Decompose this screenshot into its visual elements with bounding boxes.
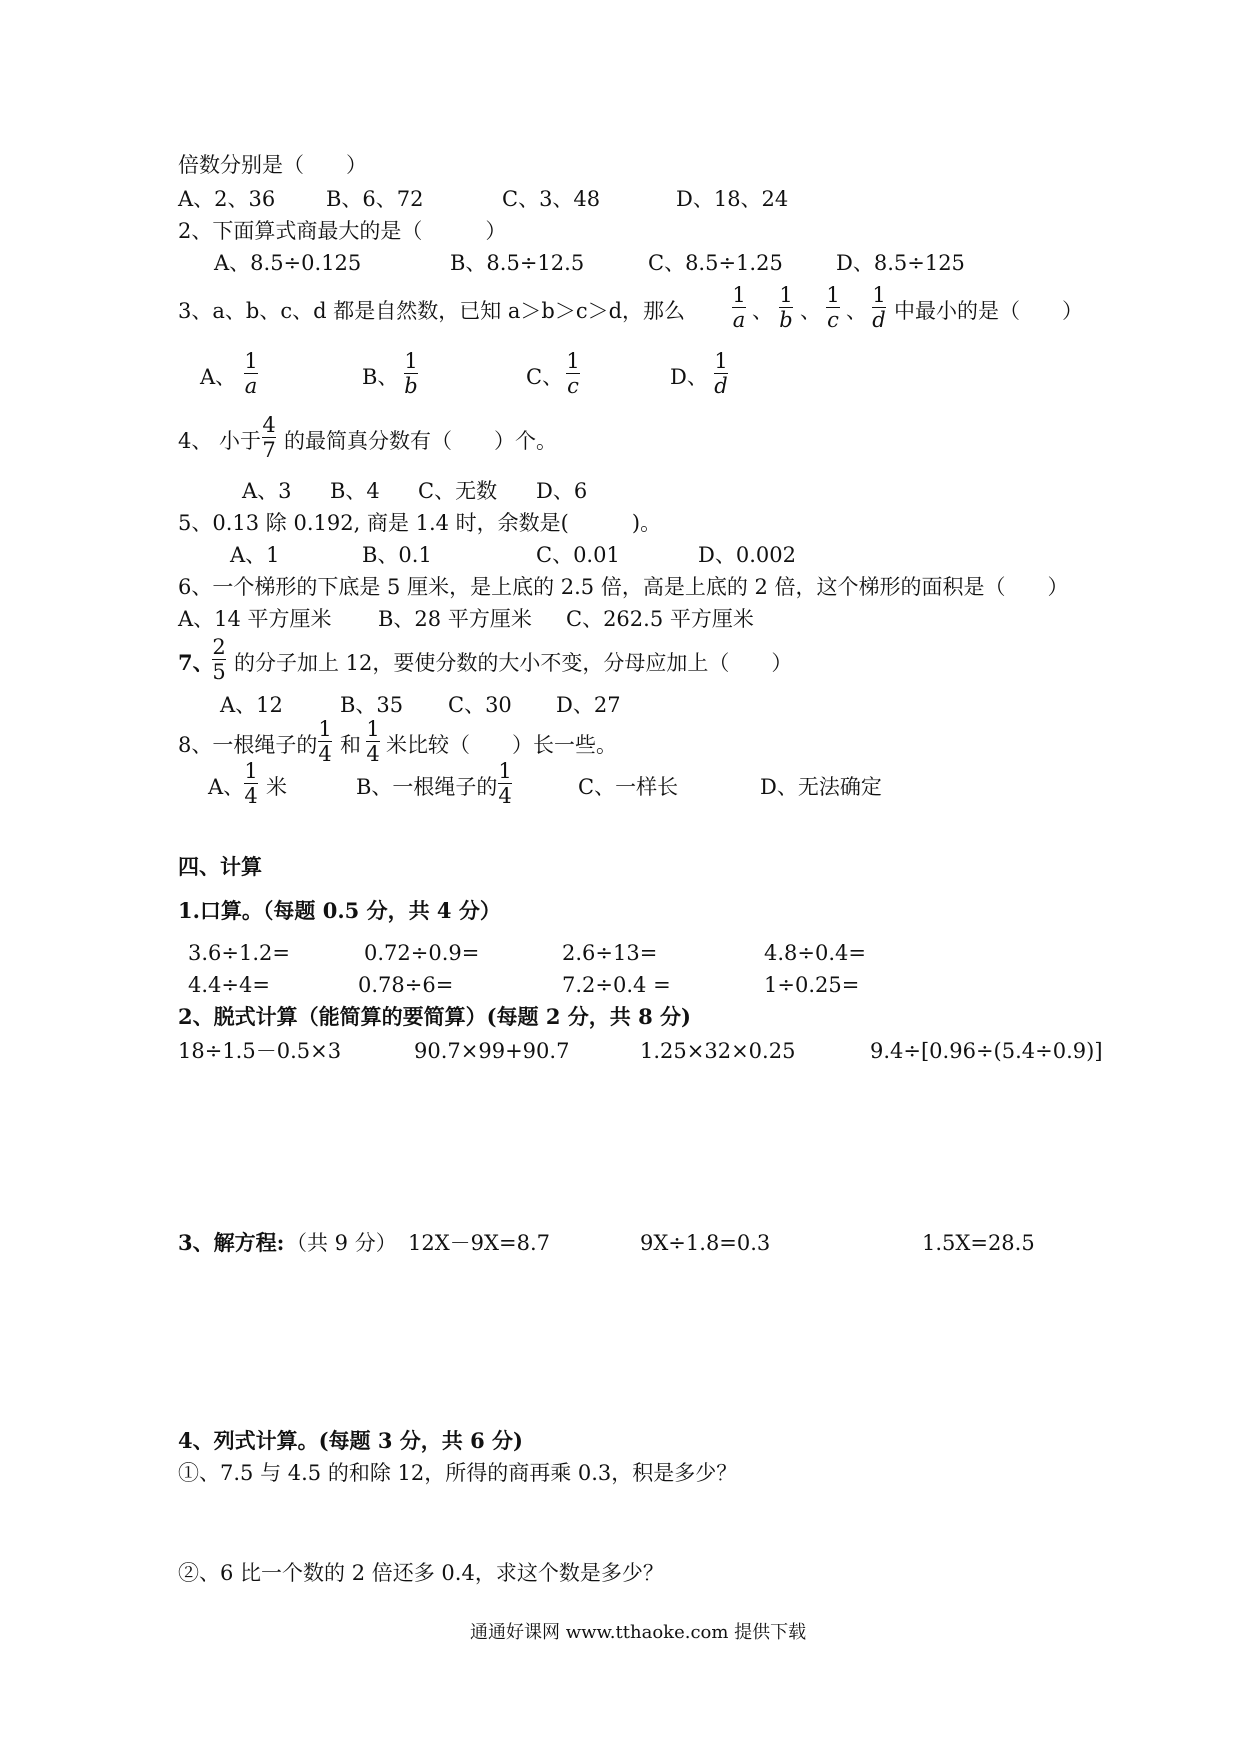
option-b: B、一根绳子的 bbox=[356, 775, 498, 799]
equation-points: （共 9 分） bbox=[286, 1231, 397, 1255]
option-a: A、8.5÷0.125 bbox=[214, 251, 362, 275]
option-b: B、28 平方厘米 bbox=[378, 607, 532, 631]
option-c: C、262.5 平方厘米 bbox=[566, 607, 754, 631]
word-problem: ①、7.5 与 4.5 的和除 12，所得的商再乘 0.3，积是多少？ bbox=[178, 1461, 738, 1485]
oral-item: 7.2÷0.4 = bbox=[562, 973, 671, 997]
question-6: 6、一个梯形的下底是 5 厘米，是上底的 2.5 倍，高是上底的 2 倍，这个梯形的面积是（ ） bbox=[178, 575, 1069, 599]
step-calc-item: 9.4÷[0.96÷(5.4÷0.9)] bbox=[870, 1039, 1103, 1063]
option-b: B、0.1 bbox=[362, 543, 432, 567]
fraction-1-over-4: 1 4 bbox=[318, 717, 332, 766]
option-a: A、12 bbox=[220, 693, 283, 717]
question-7-label: 7、 bbox=[178, 650, 214, 675]
fraction-1-over-4: 1 4 bbox=[366, 717, 380, 766]
option-d: D、0.002 bbox=[698, 543, 796, 567]
option-c: C、 bbox=[526, 365, 564, 389]
separator: 、 bbox=[800, 299, 821, 323]
oral-item: 4.8÷0.4= bbox=[764, 941, 866, 965]
oral-item: 2.6÷13= bbox=[562, 941, 658, 965]
fraction-1-over-d: 1 d bbox=[714, 349, 728, 398]
step-calc-item: 1.25×32×0.25 bbox=[640, 1039, 796, 1063]
fraction-1-over-4: 1 4 bbox=[498, 759, 512, 808]
option-d: D、18、24 bbox=[676, 187, 789, 211]
equation-title: 3、解方程: bbox=[178, 1230, 285, 1255]
option-a: A、14 平方厘米 bbox=[178, 607, 332, 631]
option-d: D、27 bbox=[556, 693, 621, 717]
question-4-lead: 4、 小于 bbox=[178, 429, 262, 453]
fraction-2-over-5: 2 5 bbox=[212, 635, 226, 684]
option-b: B、 bbox=[362, 365, 399, 389]
fraction-1-over-4: 1 4 bbox=[244, 759, 258, 808]
option-d: D、 bbox=[670, 365, 708, 389]
option-a: A、 bbox=[200, 365, 237, 389]
question-4-tail: 的最简真分数有（ ）个。 bbox=[284, 429, 557, 453]
option-a: A、2、36 bbox=[178, 187, 276, 211]
oral-item: 0.72÷0.9= bbox=[364, 941, 480, 965]
oral-calc-title: 1.口算。（每题 0.5 分，共 4 分） bbox=[178, 898, 501, 923]
word-problem-title: 4、列式计算。(每题 3 分，共 6 分) bbox=[178, 1428, 523, 1453]
equation-item: 12X－9X=8.7 bbox=[408, 1231, 550, 1255]
option-c: C、一样长 bbox=[578, 775, 679, 799]
fraction-1-over-c: 1 c bbox=[826, 283, 840, 332]
question-8-lead: 8、一根绳子的 bbox=[178, 733, 318, 757]
q1-tail: 倍数分别是（ ） bbox=[178, 153, 367, 177]
option-b: B、4 bbox=[330, 479, 380, 503]
fraction-1-over-a: 1 a bbox=[244, 349, 258, 398]
oral-item: 4.4÷4= bbox=[188, 973, 270, 997]
oral-item: 3.6÷1.2= bbox=[188, 941, 290, 965]
footer-text: 通通好课网 www.tthaoke.com 提供下载 bbox=[470, 1622, 807, 1643]
step-calc-item: 18÷1.5－0.5×3 bbox=[178, 1039, 342, 1063]
option-d: D、8.5÷125 bbox=[836, 251, 965, 275]
word-problem: ②、6 比一个数的 2 倍还多 0.4，求这个数是多少？ bbox=[178, 1561, 664, 1585]
option-c: C、0.01 bbox=[536, 543, 620, 567]
oral-item: 0.78÷6= bbox=[358, 973, 454, 997]
question-8-mid: 和 bbox=[340, 733, 361, 757]
fraction-1-over-b: 1 b bbox=[779, 283, 793, 332]
question-5: 5、0.13 除 0.192, 商是 1.4 时，余数是( )。 bbox=[178, 511, 662, 535]
step-calc-title: 2、脱式计算（能简算的要简算）(每题 2 分，共 8 分) bbox=[178, 1004, 691, 1029]
option-a: A、3 bbox=[242, 479, 292, 503]
equation-item: 9X÷1.8=0.3 bbox=[640, 1231, 771, 1255]
fraction-1-over-c: 1 c bbox=[566, 349, 580, 398]
option-a: A、1 bbox=[230, 543, 280, 567]
question-3-lead: 3、a、b、c、d 都是自然数，已知 a＞b＞c＞d，那么 bbox=[178, 299, 686, 323]
option-a: A、 bbox=[208, 775, 245, 799]
question-7-tail: 的分子加上 12，要使分数的大小不变，分母应加上（ ） bbox=[234, 651, 793, 675]
option-c: C、8.5÷1.25 bbox=[648, 251, 783, 275]
oral-item: 1÷0.25= bbox=[764, 973, 860, 997]
fraction-4-over-7: 4 7 bbox=[262, 413, 276, 462]
option-b: B、35 bbox=[340, 693, 404, 717]
option-c: C、30 bbox=[448, 693, 512, 717]
equation-item: 1.5X=28.5 bbox=[922, 1231, 1035, 1255]
step-calc-item: 90.7×99+90.7 bbox=[414, 1039, 570, 1063]
option-b: B、8.5÷12.5 bbox=[450, 251, 585, 275]
fraction-1-over-a: 1 a bbox=[732, 283, 746, 332]
separator: 、 bbox=[752, 299, 773, 323]
option-c: C、无数 bbox=[418, 479, 498, 503]
question-3-tail: 中最小的是（ ） bbox=[894, 299, 1083, 323]
option-b: B、6、72 bbox=[326, 187, 424, 211]
fraction-1-over-d: 1 d bbox=[872, 283, 886, 332]
option-c: C、3、48 bbox=[502, 187, 601, 211]
option-a-unit: 米 bbox=[266, 775, 287, 799]
option-d: D、无法确定 bbox=[760, 775, 882, 799]
option-d: D、6 bbox=[536, 479, 588, 503]
separator: 、 bbox=[846, 299, 867, 323]
question-2: 2、下面算式商最大的是（ ） bbox=[178, 219, 507, 243]
section-title: 四、计算 bbox=[178, 854, 262, 879]
question-8-tail: 米比较（ ）长一些。 bbox=[386, 733, 617, 757]
fraction-1-over-b: 1 b bbox=[404, 349, 418, 398]
